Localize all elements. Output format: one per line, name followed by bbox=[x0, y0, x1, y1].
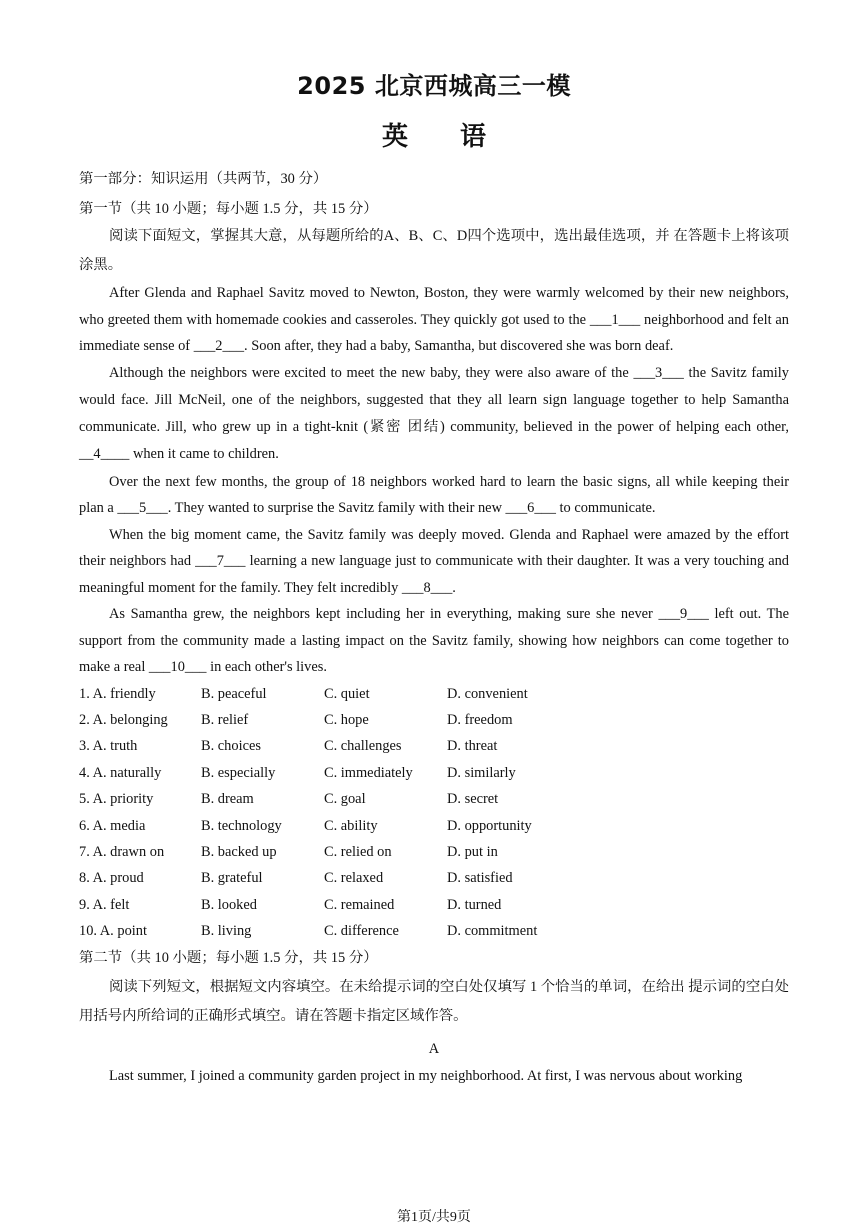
option-row bbox=[79, 733, 789, 759]
answer-options bbox=[79, 681, 789, 945]
option-d: D. freedom bbox=[447, 712, 513, 729]
passage-paragraph: Although the neighbors were excited to meet the new baby, they were also aware of the ___3___ the Savitz family would face. Jill McNeil, one of the neighbors, suggested that they all learn sign language together to help Samantha communicate. Jill, who grew up in a tight-knit (紧密 团结) community, believed in the power of helping each other, __4____ when it came to children. bbox=[79, 364, 789, 463]
passage-paragraph: Over the next few months, the group of 18 neighbors worked hard to learn the basic signs, all while keeping their plan a ___5___. They wanted to surprise the Savitz family with their new ___6___ to communicate. bbox=[79, 473, 789, 517]
option-d: D. satisfied bbox=[447, 870, 513, 887]
page-title: 2025 北京西城高三一模 bbox=[297, 72, 571, 100]
section2-passage: Last summer, I joined a community garden project in my neighborhood. At first, I was nervous about working bbox=[109, 1068, 743, 1085]
option-d: D. secret bbox=[447, 791, 499, 808]
option-d: D. put in bbox=[447, 844, 498, 861]
option-a: 7. A. drawn on bbox=[79, 844, 165, 861]
page-number: 第1页/共9页 bbox=[397, 1210, 471, 1225]
option-a: 5. A. priority bbox=[79, 791, 154, 808]
passage-paragraph: After Glenda and Raphael Savitz moved to Newton, Boston, they were warmly welcomed by their new neighbors, who greeted them with homemade cookies and casseroles. They quickly got used to the ___1___ neighborhood and felt an immediate sense of ___2___. Soon after, they had a baby, Samantha, but discovered she was born deaf. bbox=[79, 285, 789, 354]
option-d: D. commitment bbox=[447, 923, 538, 940]
option-c: C. relaxed bbox=[324, 870, 384, 887]
passage-paragraph: As Samantha grew, the neighbors kept including her in everything, making sure she never ___9___ left out. The support from the community made a lasting impact on the Savitz family, showing how neighbors can come together to make a real ___10___ in each other's lives. bbox=[79, 606, 789, 676]
option-d: D. turned bbox=[447, 896, 502, 913]
option-row bbox=[79, 760, 789, 786]
option-a: 3. A. truth bbox=[79, 738, 138, 755]
option-c: C. ability bbox=[324, 817, 378, 834]
option-row bbox=[79, 865, 789, 891]
option-d: D. similarly bbox=[447, 764, 516, 781]
option-a: 8. A. proud bbox=[79, 870, 144, 887]
passage-paragraph: When the big moment came, the Savitz family was deeply moved. Glenda and Raphael were amazed by the effort their neighbors had ___7___ learning a new language just to communicate with their daughter. It was a very touching and meaningful moment for the family. They felt incredibly ___8___. bbox=[79, 526, 789, 596]
option-b: B. grateful bbox=[201, 870, 263, 887]
section1-heading: 第一节（共 10 小题；每小题 1.5 分，共 15 分） bbox=[79, 200, 378, 217]
option-row bbox=[79, 786, 789, 812]
passage-letter: A bbox=[428, 1041, 440, 1058]
option-row bbox=[79, 707, 789, 733]
option-c: C. goal bbox=[324, 791, 366, 808]
option-a: 9. A. felt bbox=[79, 896, 130, 913]
option-b: B. looked bbox=[201, 896, 257, 913]
section2-heading: 第二节（共 10 小题；每小题 1.5 分，共 15 分） bbox=[79, 949, 378, 966]
option-b: B. especially bbox=[201, 764, 276, 781]
option-row bbox=[79, 681, 789, 707]
option-a: 10. A. point bbox=[79, 923, 147, 940]
option-c: C. relied on bbox=[324, 844, 392, 861]
option-a: 1. A. friendly bbox=[79, 685, 156, 702]
option-c: C. challenges bbox=[324, 738, 402, 755]
option-row bbox=[79, 892, 789, 918]
option-b: B. peaceful bbox=[201, 685, 267, 702]
option-c: C. quiet bbox=[324, 685, 370, 702]
option-b: B. choices bbox=[201, 738, 261, 755]
option-d: D. convenient bbox=[447, 685, 528, 702]
cloze-passage bbox=[79, 280, 789, 681]
section2-instructions: 阅读下列短文，根据短文内容填空。在未给提示词的空白处仅填写 1 个恰当的单词，在给出 提示词的空白处用括号内所给词的正确形式填空。请在答题卡指定区域作答。 bbox=[79, 979, 789, 1025]
option-b: B. backed up bbox=[201, 844, 277, 861]
option-b: B. relief bbox=[201, 712, 249, 729]
option-b: B. dream bbox=[201, 791, 254, 808]
option-d: D. opportunity bbox=[447, 817, 532, 834]
option-c: C. difference bbox=[324, 923, 399, 940]
option-c: C. remained bbox=[324, 896, 395, 913]
option-row bbox=[79, 839, 789, 865]
exam-content bbox=[79, 166, 789, 1090]
option-row bbox=[79, 918, 789, 944]
option-a: 2. A. belonging bbox=[79, 712, 168, 729]
option-c: C. hope bbox=[324, 712, 369, 729]
option-row bbox=[79, 813, 789, 839]
option-d: D. threat bbox=[447, 738, 498, 755]
subject-title: 英语 bbox=[381, 122, 538, 152]
option-b: B. living bbox=[201, 923, 252, 940]
option-a: 6. A. media bbox=[79, 817, 146, 834]
option-b: B. technology bbox=[201, 817, 282, 834]
option-a: 4. A. naturally bbox=[79, 764, 162, 781]
part1-heading: 第一部分：知识运用（共两节，30 分） bbox=[79, 171, 328, 187]
section1-instructions: 阅读下面短文，掌握其大意，从每题所给的A、B、C、D四个选项中，选出最佳选项，并 在答题卡上将该项涂黑。 bbox=[79, 228, 789, 273]
option-c: C. immediately bbox=[324, 764, 413, 781]
